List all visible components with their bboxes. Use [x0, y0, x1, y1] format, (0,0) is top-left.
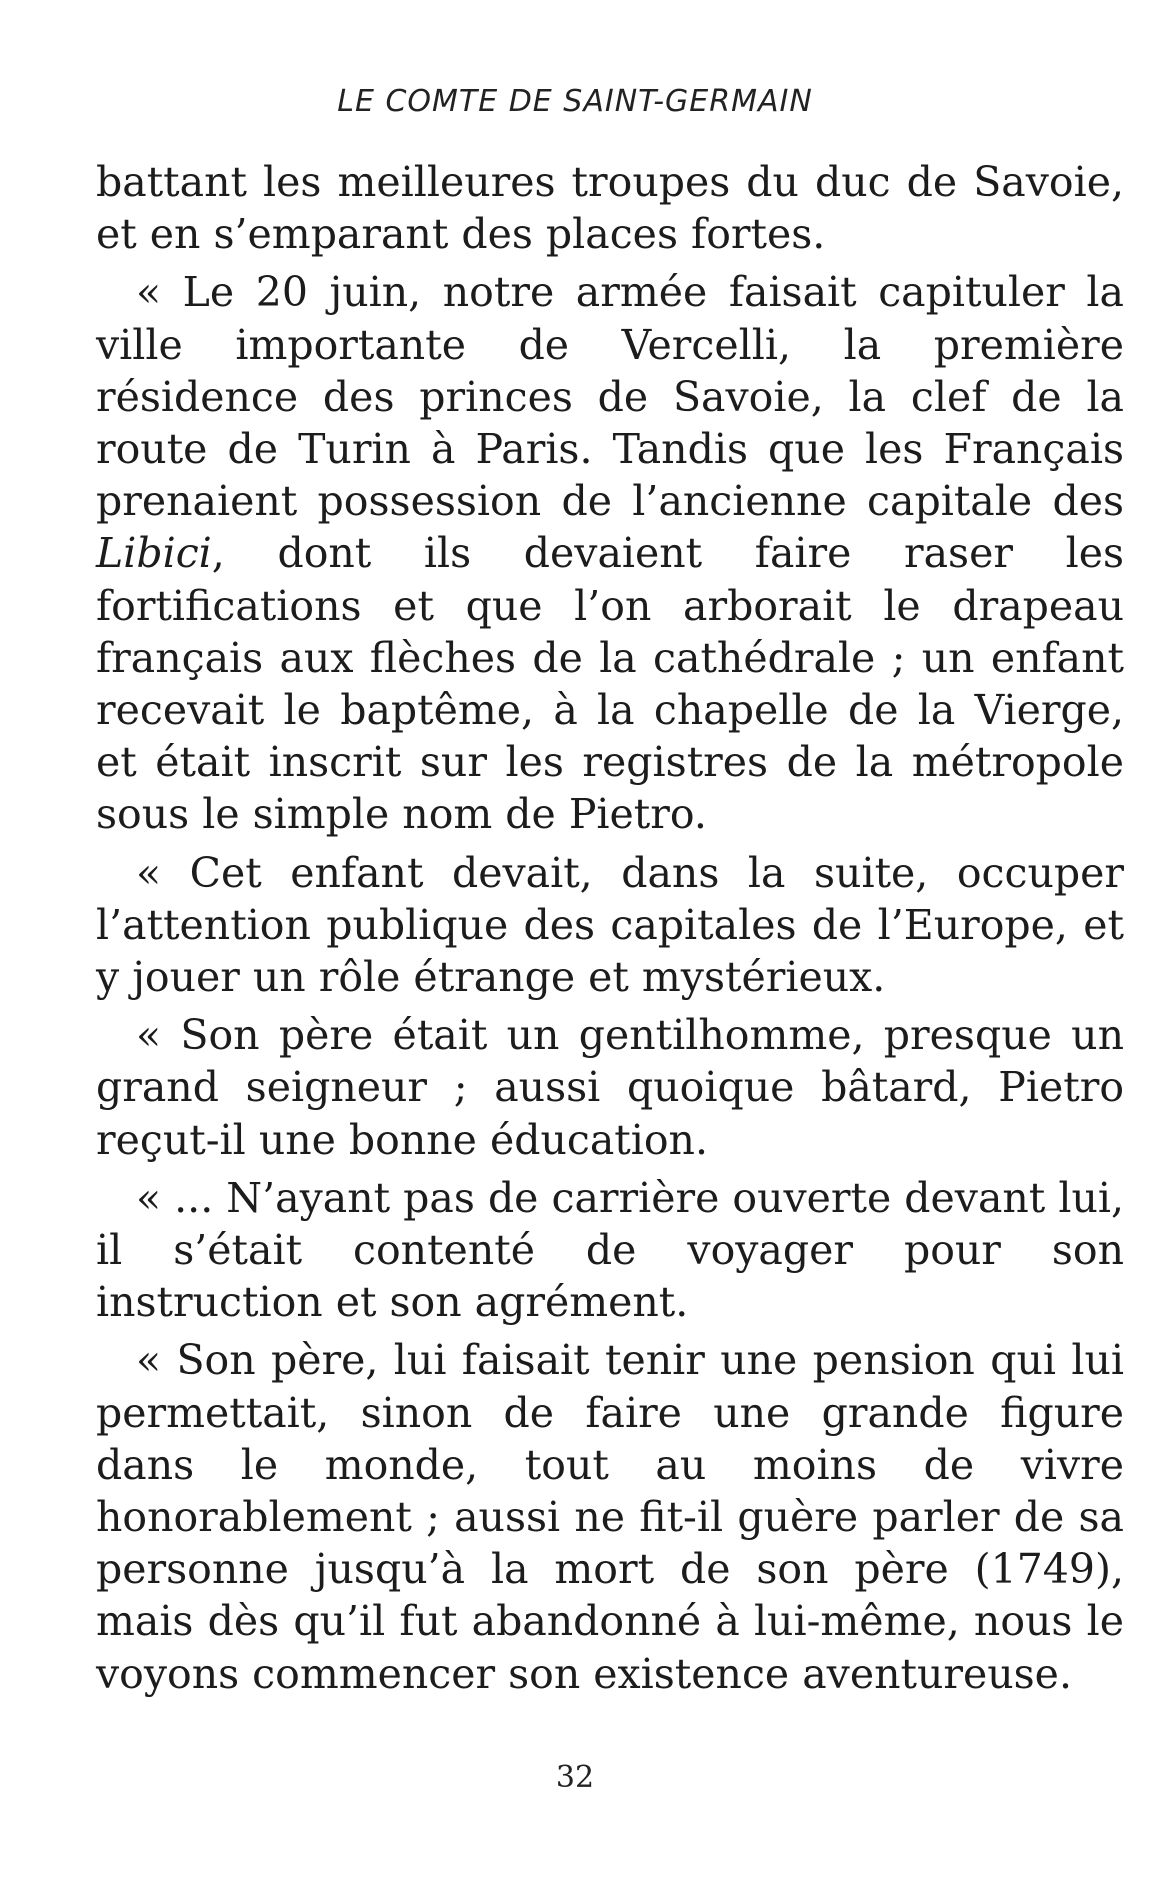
paragraph [96, 1172, 1124, 1329]
paragraph-text: « Son père, lui faisait tenir une pension qui lui permettait, sinon de faire une grande figure dans le monde, tout au moins de vivre honorablement ; aussi ne fit-il guère parler de sa personne jusqu’à la mort de son père (1749), mais dès qu’il fut abandonné à lui-même, nous le voyons commencer son existence aventureuse. [96, 1336, 1124, 1698]
page-number: 32 [555, 1760, 595, 1795]
paragraph-text: « Cet enfant devait, dans la suite, occuper l’attention publique des capitales de l’Europe, et y jouer un rôle étrange et mystérieux. [96, 848, 1124, 1002]
paragraph [96, 1009, 1124, 1166]
paragraph [96, 847, 1124, 1004]
paragraph-text: « Le 20 juin, notre armée faisait capituler la ville importante de Vercelli, la première résidence des princes de Savoie, la clef de la route de Turin à Paris. Tandis que les Français prenaient possession de l’ancienne capitale des [96, 268, 1124, 526]
paragraph [96, 266, 1124, 840]
body-text [96, 156, 1124, 1706]
paragraph [96, 156, 1124, 260]
running-head: LE COMTE DE SAINT-GERMAIN [337, 84, 813, 119]
paragraph-text: « ... N’ayant pas de carrière ouverte devant lui, il s’était contenté de voyager pour son instruction et son agrément. [96, 1173, 1124, 1327]
paragraph-text: , dont ils devaient faire raser les fortifications et que l’on arborait le drapeau français aux flèches de la cathédrale ; un enfant recevait le baptême, à la chapelle de la Vierge, et était inscrit sur les registres de la métropole sous le simple nom de Pietro. [96, 529, 1124, 839]
italic-text: Libici [96, 529, 212, 578]
paragraph-text: « Son père était un gentilhomme, presque un grand seigneur ; aussi quoique bâtard, Pietro reçut-il une bonne éducation. [96, 1011, 1124, 1164]
paragraph [96, 1334, 1124, 1699]
paragraph-text: battant les meilleures troupes du duc de Savoie, et en s’emparant des places fortes. [96, 158, 1124, 259]
